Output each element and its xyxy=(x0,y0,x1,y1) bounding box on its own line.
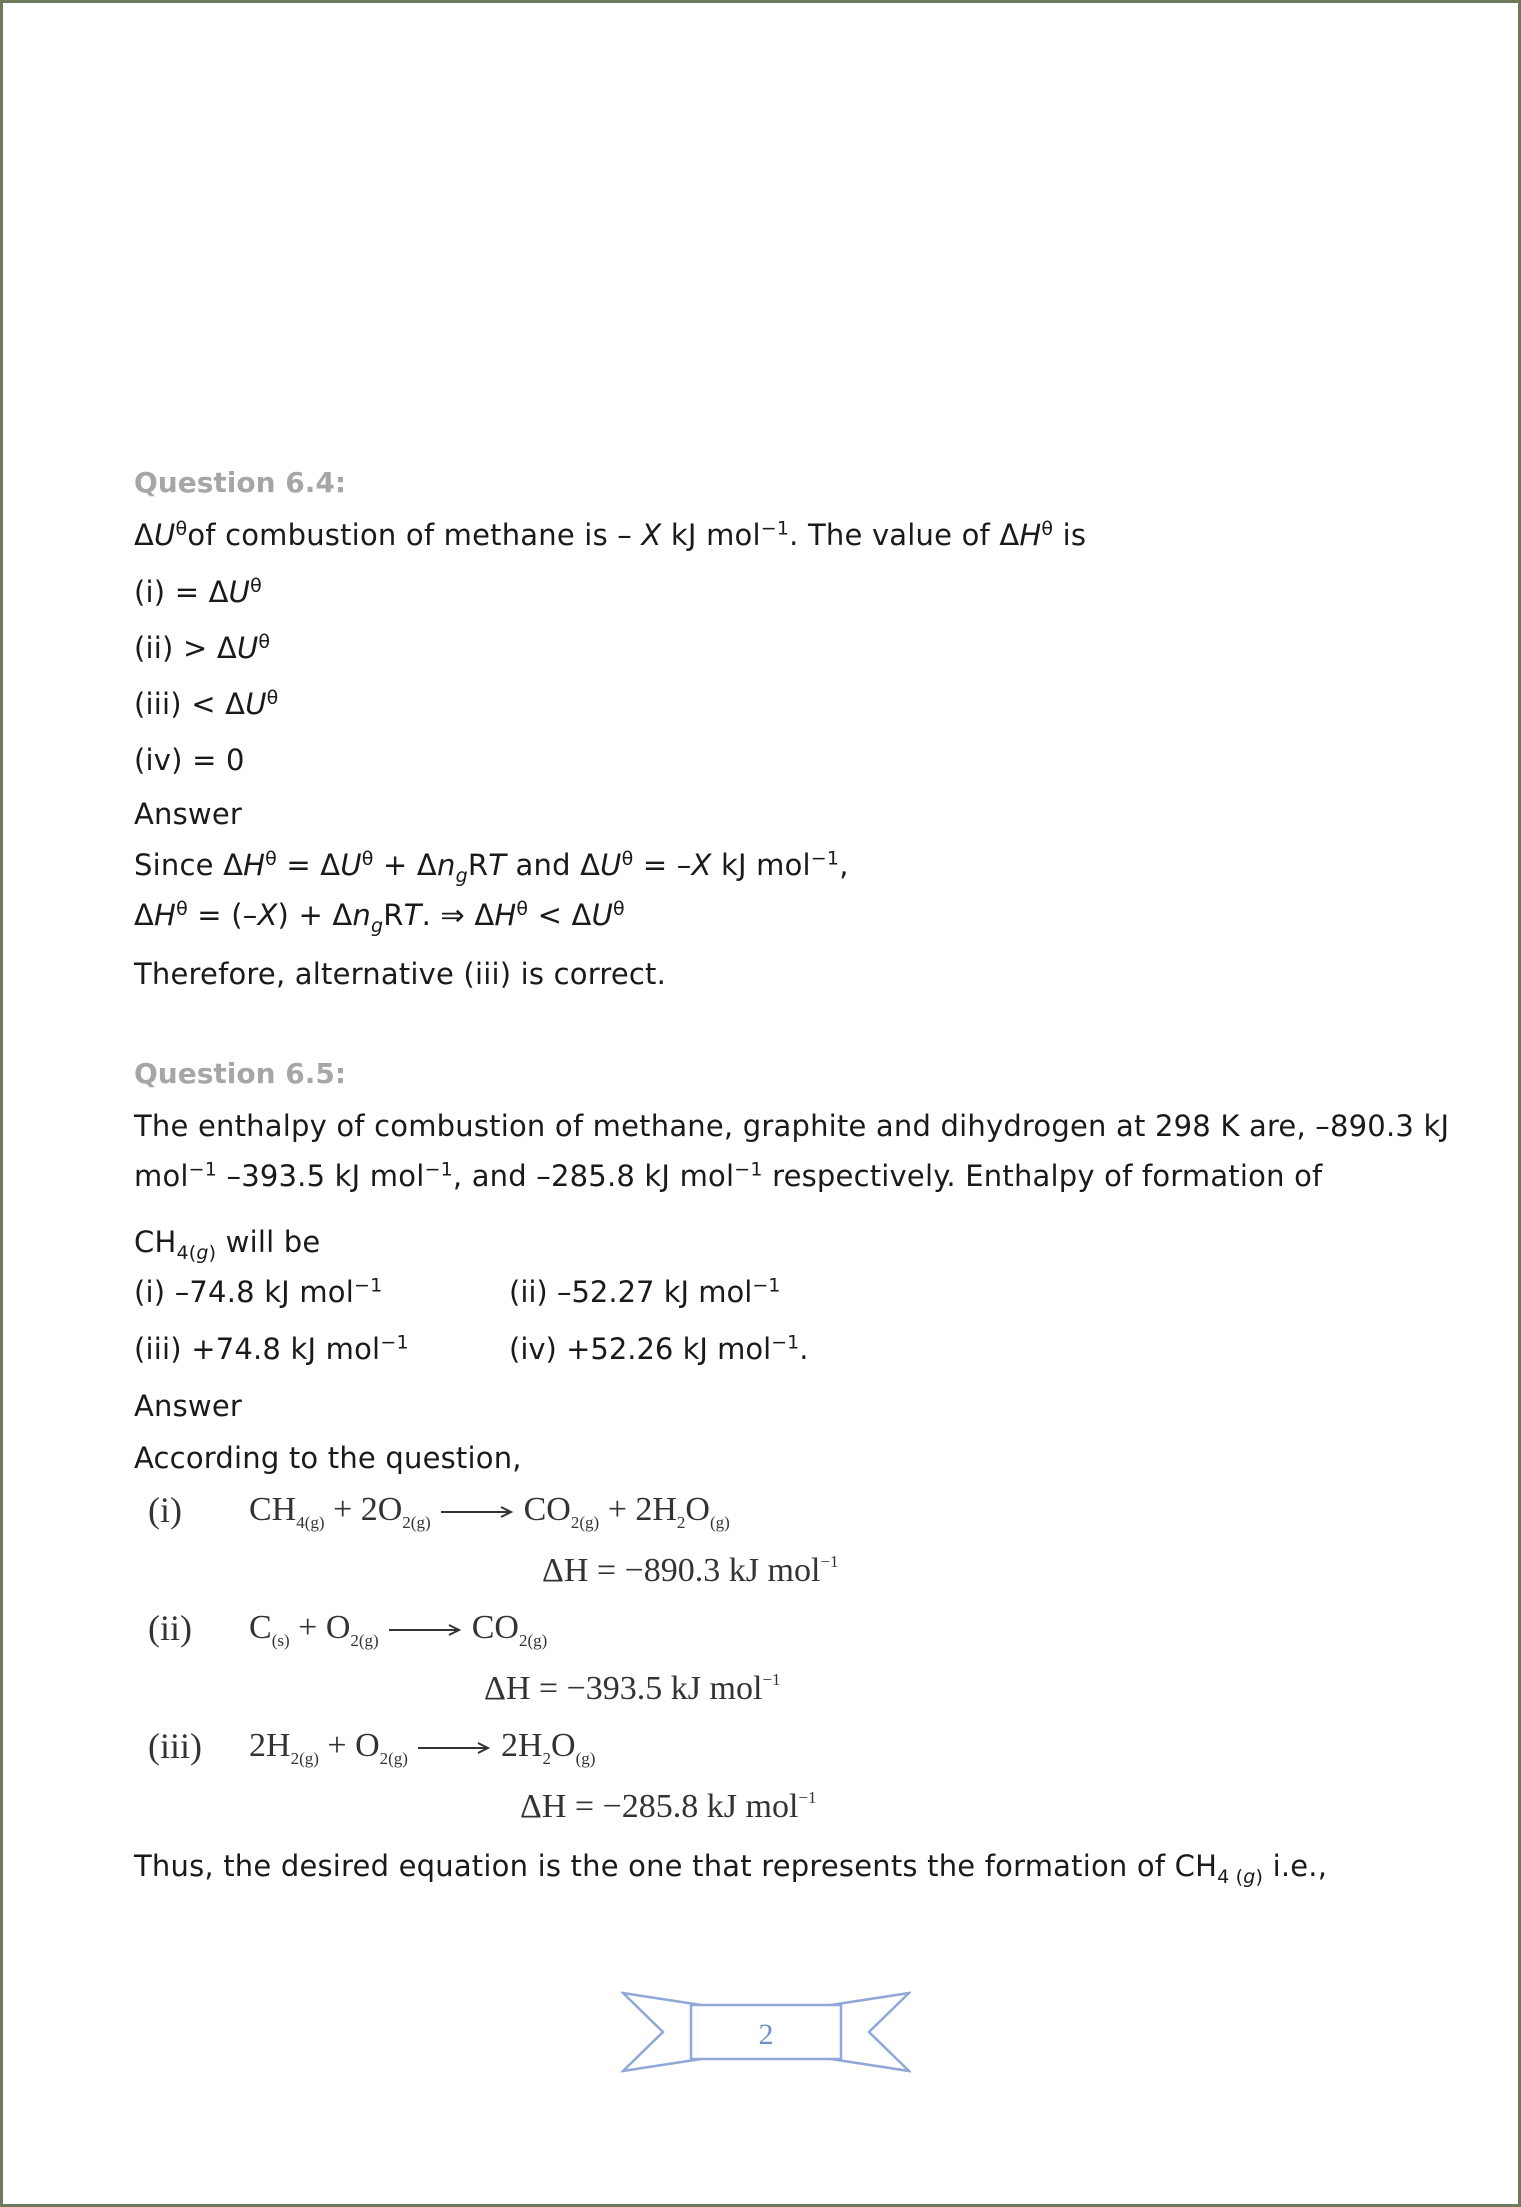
q64-answer-line-1: Since $\Delta H^\theta = \Delta U^\theta + \Delta n_gRT$ and $\Delta U^\theta = -X$ kJ mol$^{-1}$, xyxy=(134,847,849,887)
equation-iii-label: (iii) xyxy=(148,1726,202,1766)
q65-stem-line-2: mol$^{-1}$ –393.5 kJ mol$^{-1}$, and –285.8 kJ mol$^{-1}$ respectively. Enthalpy of formation of xyxy=(134,1158,1323,1193)
q64-answer-label: Answer xyxy=(134,797,243,831)
equation-ii-label: (ii) xyxy=(148,1608,192,1648)
reaction-arrow-icon xyxy=(439,1505,515,1519)
q64-answer-line-2: $\Delta H^\theta = (-X) + \Delta n_gRT$. ⇒ $\Delta H^\theta < \Delta U^\theta$ xyxy=(134,897,625,937)
q64-option-iii: $(iii) < \Delta U^\theta$ xyxy=(134,686,279,721)
equation-ii-enthalpy: ΔH = −393.5 kJ mol$^{-1}$ xyxy=(484,1670,781,1707)
q65-option-i: (i) –74.8 kJ mol$^{-1}$ xyxy=(134,1274,383,1309)
question-6-4-title: Question 6.4: xyxy=(134,466,347,499)
q64-option-i: $(i) = \Delta U^\theta$ xyxy=(134,574,262,609)
q64-option-iv: (iv) = 0 xyxy=(134,743,245,777)
question-6-5-title: Question 6.5: xyxy=(134,1057,347,1090)
q64-conclusion: Therefore, alternative (iii) is correct. xyxy=(134,957,666,991)
q65-option-iii: (iii) +74.8 kJ mol$^{-1}$ xyxy=(134,1331,409,1366)
q65-option-iv: (iv) +52.26 kJ mol$^{-1}$. xyxy=(509,1331,809,1366)
q65-option-ii: (ii) –52.27 kJ mol$^{-1}$ xyxy=(509,1274,781,1309)
q64-stem: $\Delta U^\theta of$ combustion of methane is – X kJ mol$^{-1}$. The value of $\Delta H^\theta$ is xyxy=(134,517,1087,552)
q65-answer-label: Answer xyxy=(134,1389,243,1423)
equation-iii-enthalpy: ΔH = −285.8 kJ mol$^{-1}$ xyxy=(520,1788,817,1825)
q64-option-ii: $(ii) > \Delta U^\theta$ xyxy=(134,630,271,665)
equation-i: $CH_{4(g)} + 2O_{2(g)}$ $CO_{2(g)} + 2H_2O_{(g)}$ xyxy=(249,1491,730,1532)
page-number: 2 xyxy=(758,2018,774,2051)
q65-stem-line-1: The enthalpy of combustion of methane, graphite and dihydrogen at 298 K are, –890.3 kJ xyxy=(134,1109,1450,1143)
equation-ii: $C_{(s)} + O_{2(g)}$ $CO_{2(g)}$ xyxy=(249,1609,548,1650)
reaction-arrow-icon xyxy=(416,1741,492,1755)
q65-stem-line-3: $CH_{4(g)}$ will be xyxy=(134,1225,321,1264)
equation-i-enthalpy: ΔH = −890.3 kJ mol$^{-1}$ xyxy=(542,1552,839,1589)
reaction-arrow-icon xyxy=(387,1623,463,1637)
equation-i-label: (i) xyxy=(148,1490,182,1530)
equation-iii: $2H_{2(g)} + O_{2(g)}$ $2H_2O_{(g)}$ xyxy=(249,1727,596,1768)
q65-according: According to the question, xyxy=(134,1441,522,1475)
q65-thus-line: Thus, the desired equation is the one that represents the formation of $CH_{4 (g)}$ i.e., xyxy=(134,1849,1328,1888)
